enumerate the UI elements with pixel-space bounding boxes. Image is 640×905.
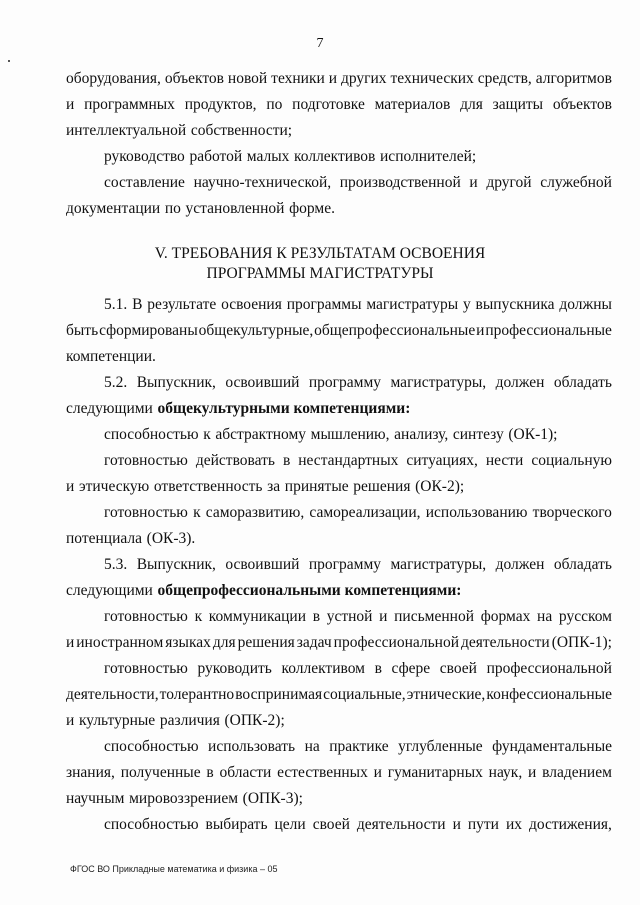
- text-line: 5.3. Выпускник, освоивший программу магистратуры, должен обладать: [104, 556, 612, 573]
- intro-text-block: [66, 66, 612, 222]
- text-line: готовностью к саморазвитию, самореализации, использованию творческого: [104, 504, 612, 521]
- text-line: готовностью руководить коллективом в сфере своей профессиональной: [104, 660, 612, 677]
- bold-term: общепрофессиональными компетенциями:: [157, 582, 462, 599]
- text-line: потенциала (ОК-3).: [66, 530, 196, 547]
- requirements-text-block: [66, 292, 612, 838]
- section-heading-line-1: V. ТРЕБОВАНИЯ К РЕЗУЛЬТАТАМ ОСВОЕНИЯ: [154, 245, 486, 262]
- text-line: способностью к абстрактному мышлению, анализу, синтезу (ОК-1);: [104, 426, 558, 443]
- text-line: руководство работой малых коллективов исполнителей;: [104, 148, 477, 165]
- text-line: готовностью действовать в нестандартных ситуациях, нести социальную: [104, 452, 612, 469]
- text-line: готовностью к коммуникации в устной и письменной формах на русском: [104, 608, 612, 625]
- text-line: оборудования, объектов новой техники и других технических средств, алгоритмов: [66, 70, 612, 87]
- text-line: 5.2. Выпускник, освоивший программу магистратуры, должен обладать: [104, 374, 612, 391]
- text-line: следующими общекультурными компетенциями:: [66, 396, 612, 422]
- text-line: и культурные различия (ОПК-2);: [66, 712, 285, 729]
- scan-edge-mark: [8, 60, 10, 62]
- text-line: следующими общепрофессиональными компетенциями:: [66, 578, 612, 604]
- text-line: 5.1. В результате освоения программы магистратуры у выпускника должны: [104, 296, 612, 313]
- text-line: научным мировоззрением (ОПК-3);: [66, 790, 303, 807]
- section-heading: [0, 244, 640, 284]
- text-line: быть сформированы общекультурные, общепрофессиональные и профессиональные: [66, 322, 612, 339]
- text-line: способностью использовать на практике углубленные фундаментальные: [104, 738, 612, 755]
- bold-term: общекультурными компетенциями:: [157, 400, 411, 417]
- text-line: и этическую ответственность за принятые решения (ОК-2);: [66, 478, 465, 495]
- text-line: составление научно-технической, производственной и другой служебной: [104, 174, 612, 191]
- text-line: интеллектуальной собственности;: [66, 122, 293, 139]
- text-line: и программных продуктов, по подготовке материалов для защиты объектов: [66, 96, 612, 113]
- text-line: знания, полученные в области естественных и гуманитарных наук, и владением: [66, 764, 612, 781]
- text-line: компетенции.: [66, 348, 156, 365]
- page-footer: ФГОС ВО Прикладные математика и физика – 05: [70, 864, 278, 874]
- section-heading-line-2: ПРОГРАММЫ МАГИСТРАТУРЫ: [206, 265, 434, 282]
- text-line: документации по установленной форме.: [66, 200, 335, 217]
- text-line: и иностранном языках для решения задач профессиональной деятельности (ОПК-1);: [66, 634, 612, 651]
- page-number: 7: [316, 36, 324, 51]
- text-line: деятельности, толерантно воспринимая социальные, этнические, конфессиональные: [66, 686, 612, 703]
- text-line: способностью выбирать цели своей деятельности и пути их достижения,: [104, 816, 612, 833]
